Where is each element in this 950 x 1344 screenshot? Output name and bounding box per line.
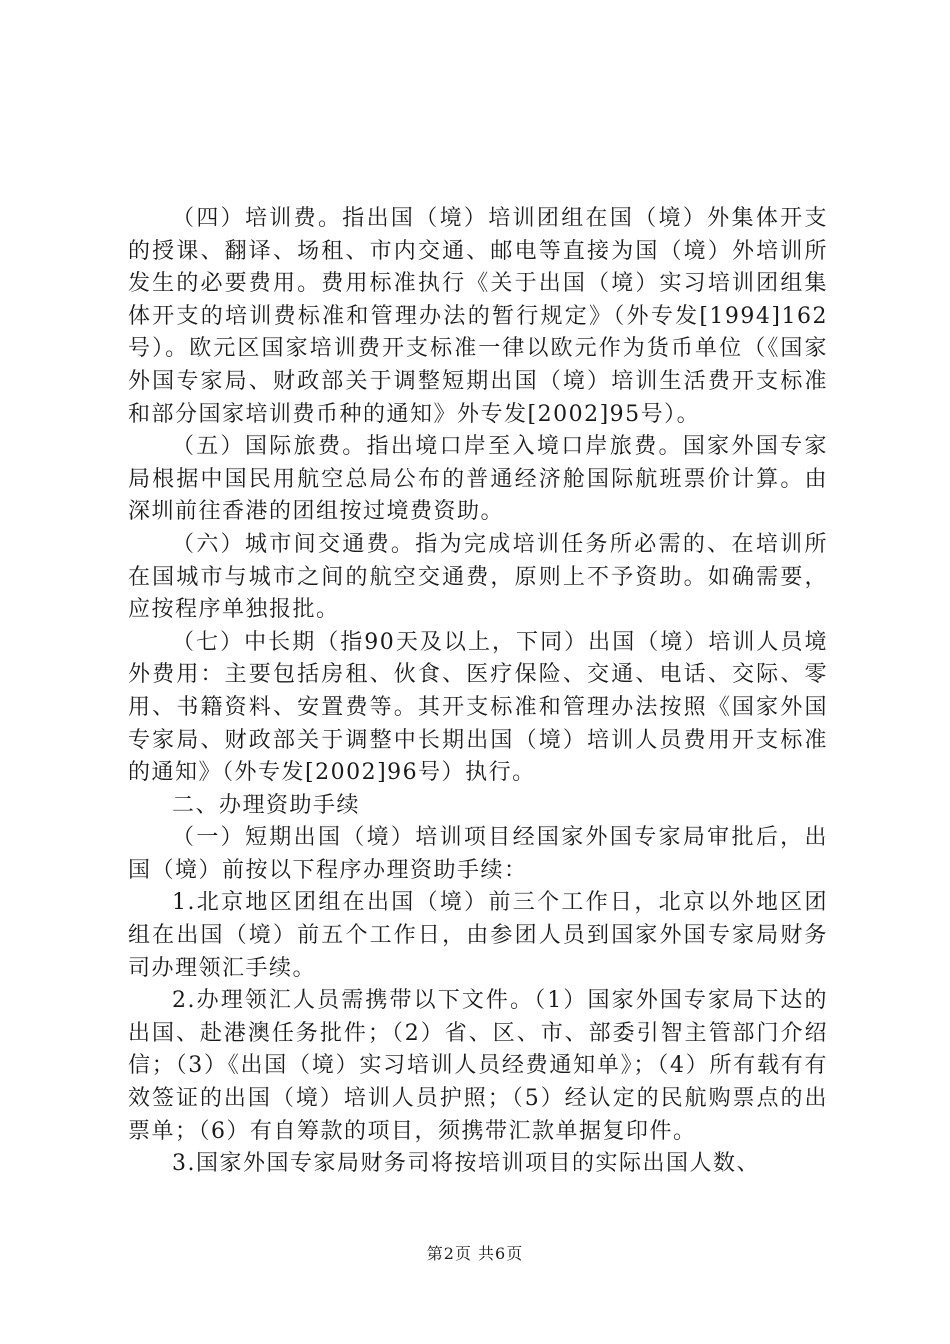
paragraph-item-3: 3.国家外国专家局财务司将按培训项目的实际出国人数、 bbox=[172, 1151, 760, 1177]
section-heading-procedures: 二、办理资助手续 bbox=[172, 792, 361, 818]
paragraph-international-travel: （五）国际旅费。指出境口岸至入境口岸旅费。国家外国专家局根据中国民用航空总局公布的普通经济舱国际航班票价计算。由深圳前往香港的团组按过境费资助。 bbox=[128, 434, 828, 525]
paragraph-item-1: 1.北京地区团组在出国（境）前三个工作日，北京以外地区团组在出国（境）前五个工作日，由参团人员到国家外国专家局财务司办理领汇手续。 bbox=[128, 890, 828, 981]
paragraph-long-term-expenses: （七）中长期（指90天及以上，下同）出国（境）培训人员境外费用：主要包括房租、伙食、医疗保险、交通、电话、交际、零用、书籍资料、安置费等。其开支标准和管理办法按照《国家外国专家局、财政部关于调整中长期出国（境）培训人员费用开支标准的通知》（外专发[2002]96号）执行。 bbox=[128, 629, 828, 786]
paragraph-item-2: 2.办理领汇人员需携带以下文件。（1）国家外国专家局下达的出国、赴港澳任务批件；（2）省、区、市、部委引智主管部门介绍信；（3）《出国（境）实习培训人员经费通知单》；（4）所有载有有效签证的出国（境）培训人员护照；（5）经认定的民航购票点的出票单；（6）有自筹款的项目，须携带汇款单据复印件。 bbox=[128, 988, 828, 1144]
paragraph-intercity-transport: （六）城市间交通费。指为完成培训任务所必需的、在培训所在国城市与城市之间的航空交通费，原则上不予资助。如确需要，应按程序单独报批。 bbox=[128, 531, 828, 623]
paragraph-training-fee: （四）培训费。指出国（境）培训团组在国（境）外集体开支的授课、翻译、场租、市内交通、邮电等直接为国（境）外培训所发生的必要费用。费用标准执行《关于出国（境）实习培训团组集体开支的培训费标准和管理办法的暂行规定》（外专发[1994]162号）。欧元区国家培训费开支标准一律以欧元作为货币单位（《国家外国专家局、财政部关于调整短期出国（境）培训生活费开支标准和部分国家培训费币种的通知》外专发[2002]95号）。 bbox=[128, 206, 828, 427]
paragraph-short-term-procedure: （一）短期出国（境）培训项目经国家外国专家局审批后，出国（境）前按以下程序办理资助手续： bbox=[128, 825, 828, 883]
document-body bbox=[128, 203, 828, 1181]
page-number-footer: 第2页 共6页 bbox=[426, 1244, 524, 1263]
